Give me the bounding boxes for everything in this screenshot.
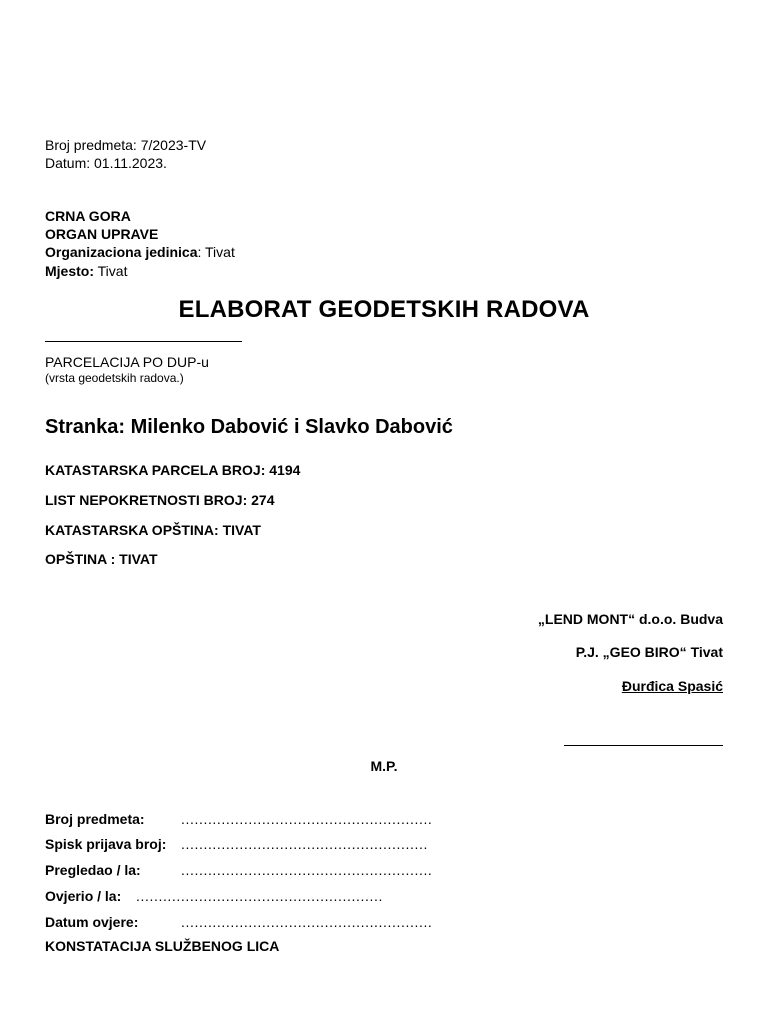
field-label-case-number: Broj predmeta: bbox=[45, 811, 145, 827]
company-branch: P.J. „GEO BIRO“ Tivat bbox=[575, 644, 723, 660]
case-number: Broj predmeta: 7/2023-TV bbox=[45, 137, 207, 153]
field-dots-certification-date: ........................................................ bbox=[181, 914, 433, 930]
work-type: PARCELACIJA PO DUP-u bbox=[45, 354, 209, 370]
work-type-caption: (vrsta geodetskih radova.) bbox=[45, 371, 184, 385]
field-dots-application-list: ....................................................... bbox=[181, 836, 428, 852]
responsible-person: Đurđica Spasić bbox=[621, 678, 723, 694]
field-label-certified-by: Ovjerio / la: bbox=[45, 888, 122, 904]
organizational-unit bbox=[45, 243, 235, 261]
party-name: Stranka: Milenko Dabović i Slavko Dabović bbox=[45, 416, 453, 438]
stamp-placeholder: M.P. bbox=[370, 758, 398, 774]
municipality: OPŠTINA : TIVAT bbox=[45, 551, 158, 567]
field-label-certification-date: Datum ovjere: bbox=[45, 914, 139, 930]
parcel-number: KATASTARSKA PARCELA BROJ: 4194 bbox=[45, 462, 301, 478]
place bbox=[45, 262, 127, 280]
document-date: Datum: 01.11.2023. bbox=[45, 155, 167, 171]
country-name: CRNA GORA bbox=[45, 208, 131, 224]
organizational-unit-label: Organizaciona jedinica bbox=[45, 244, 198, 260]
organ-name: ORGAN UPRAVE bbox=[45, 226, 159, 242]
property-sheet-number: LIST NEPOKRETNOSTI BROJ: 274 bbox=[45, 492, 275, 508]
field-dots-certified-by: ....................................................... bbox=[136, 888, 383, 904]
field-dots-reviewed-by: ........................................................ bbox=[181, 862, 433, 878]
field-label-reviewed-by: Pregledao / la: bbox=[45, 862, 141, 878]
organizational-unit-value: : Tivat bbox=[197, 244, 235, 260]
work-type-rule bbox=[45, 341, 242, 342]
company-name: „LEND MONT“ d.o.o. Budva bbox=[537, 611, 723, 627]
document-title: ELABORAT GEODETSKIH RADOVA bbox=[178, 296, 590, 323]
place-label: Mjesto: bbox=[45, 263, 94, 279]
signature-line bbox=[564, 745, 723, 746]
cadastral-municipality: KATASTARSKA OPŠTINA: TIVAT bbox=[45, 522, 261, 538]
field-dots-case-number: ........................................................ bbox=[181, 811, 433, 827]
official-statement-heading: KONSTATACIJA SLUŽBENOG LICA bbox=[45, 938, 280, 954]
field-label-application-list: Spisk prijava broj: bbox=[45, 836, 167, 852]
place-value: Tivat bbox=[94, 263, 128, 279]
